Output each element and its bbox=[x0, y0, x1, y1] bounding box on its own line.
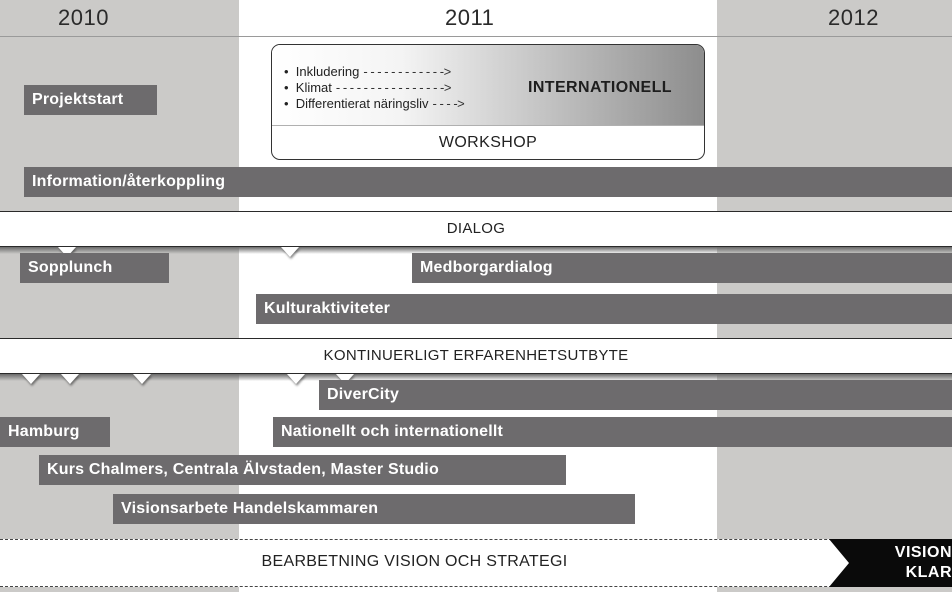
bar-kurs: Kurs Chalmers, Centrala Älvstaden, Master Studio bbox=[39, 455, 566, 485]
workshop-topic-label: Differentierat näringsliv bbox=[295, 96, 429, 111]
bar-visionsarbete: Visionsarbete Handelskammaren bbox=[113, 494, 635, 524]
workshop-topic: • Inkludering - - - - - - - - - - - -> bbox=[284, 64, 451, 79]
workshop-topic-label: Inkludering bbox=[295, 64, 360, 79]
workshop-box bbox=[271, 44, 705, 160]
dashed-arrow-icon: - - - - - - - - - - - -> bbox=[363, 64, 451, 79]
bar-medborgardialog: Medborgardialog bbox=[412, 253, 952, 283]
bar-nationellt: Nationellt och internationellt bbox=[273, 417, 952, 447]
dashed-arrow-icon: - - - - - - - - - - - - - - - -> bbox=[335, 80, 451, 95]
pointer-icon bbox=[281, 247, 299, 257]
year-label-2011: 2011 bbox=[445, 5, 495, 30]
workshop-topic: • Differentierat näringsliv - - - -> bbox=[284, 96, 465, 111]
dashed-arrow-icon: - - - -> bbox=[432, 96, 465, 111]
pointer-icon bbox=[287, 374, 305, 384]
bar-projektstart: Projektstart bbox=[24, 85, 157, 115]
year-label-2012: 2012 bbox=[828, 5, 879, 30]
header-divider bbox=[0, 36, 952, 37]
workshop-topic: • Klimat - - - - - - - - - - - - - - - -> bbox=[284, 80, 451, 95]
workshop-result: INTERNATIONELL bbox=[528, 79, 672, 96]
workshop-topics-panel bbox=[272, 45, 704, 126]
workshop-topic-label: Klimat bbox=[295, 80, 332, 95]
band-dialog: DIALOG bbox=[0, 211, 952, 247]
bar-kulturaktiviteter: Kulturaktiviteter bbox=[256, 294, 952, 324]
band-bearbetning-label: BEARBETNING VISION OCH STRATEGI bbox=[261, 553, 568, 570]
workshop-label: WORKSHOP bbox=[438, 134, 538, 151]
bar-sopplunch: Sopplunch bbox=[20, 253, 169, 283]
milestone-vision-klar: VISION KLAR bbox=[894, 544, 952, 581]
pointer-icon bbox=[22, 374, 40, 384]
bar-hamburg: Hamburg bbox=[0, 417, 110, 447]
bar-divercity: DiverCity bbox=[319, 380, 952, 410]
band-erfarenhet: KONTINUERLIGT ERFARENHETSUTBYTE bbox=[0, 338, 952, 374]
year-label-2010: 2010 bbox=[58, 5, 109, 30]
pointer-icon bbox=[133, 374, 151, 384]
bar-information: Information/återkoppling bbox=[24, 167, 952, 197]
pointer-icon bbox=[61, 374, 79, 384]
